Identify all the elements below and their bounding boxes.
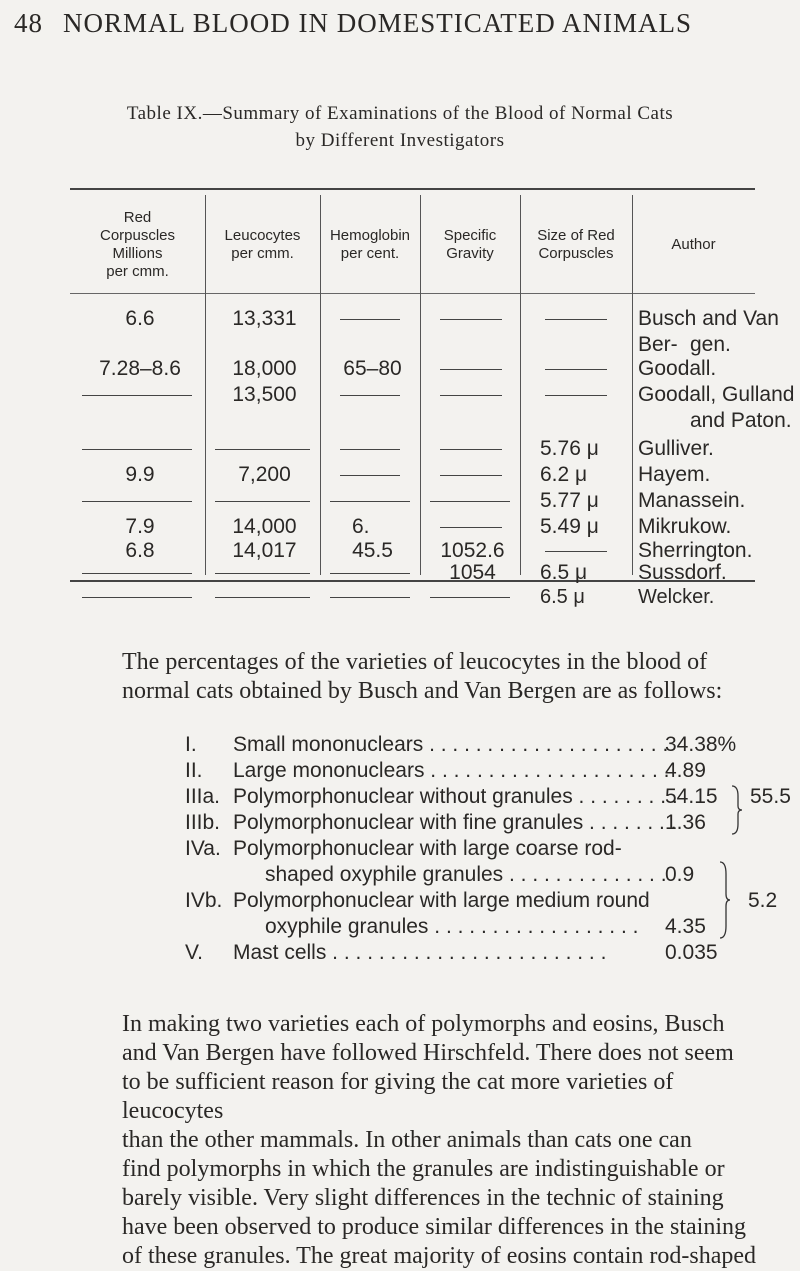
- list-label: Polymorphonuclear with large medium round: [233, 889, 650, 912]
- header-line: Corpuscles: [99, 227, 176, 244]
- list-label: Polymorphonuclear with large coarse rod-: [233, 837, 622, 860]
- paragraph-line: to be sufficient reason for giving the cat more varieties of leucocytes: [122, 1069, 674, 1124]
- list-number: IVb.: [185, 889, 223, 912]
- empty-dash: [545, 369, 607, 370]
- empty-dash: [215, 573, 310, 574]
- empty-dash: [440, 395, 502, 396]
- header-line: Corpuscles: [538, 245, 614, 262]
- empty-dash: [82, 501, 192, 502]
- empty-dash: [440, 319, 502, 320]
- paragraph-line: barely visible. Very slight differences in the technic of staining: [122, 1185, 724, 1211]
- cell-red: 7.9: [125, 515, 155, 538]
- empty-dash: [430, 501, 510, 502]
- empty-dash: [215, 597, 310, 598]
- cell-hemoglobin: 45.5: [352, 539, 393, 562]
- table-title-line-1: Table IX.—Summary of Examinations of the Blood of Normal Cats: [126, 103, 674, 124]
- cell-specific-gravity: 1052.6: [440, 539, 505, 562]
- list-number: II.: [185, 759, 203, 782]
- table-header-rule: [70, 293, 755, 294]
- list-value: 0.035: [665, 941, 718, 964]
- cell-size: 5.76 μ: [540, 437, 599, 460]
- cell-size: 6.5 μ: [540, 586, 585, 608]
- brace-eosins: [718, 860, 732, 940]
- header-line: Hemoglobin: [329, 227, 411, 244]
- column-header-hemoglobin: [320, 200, 420, 290]
- list-label: Polymorphonuclear with fine granules . . . . . . . .: [233, 811, 677, 834]
- header-line: Gravity: [446, 245, 494, 262]
- column-header-leucocytes: [205, 200, 320, 290]
- paragraph-line: In making two varieties each of polymorphs and eosins, Busch: [122, 1011, 725, 1037]
- header-line: Millions: [112, 245, 163, 262]
- empty-dash: [330, 597, 410, 598]
- table-top-rule: [70, 188, 755, 190]
- cell-hemoglobin: 65–80: [343, 357, 402, 380]
- cell-red: 7.28–8.6: [99, 357, 181, 380]
- cell-author: Gulliver.: [638, 437, 714, 460]
- cell-leucocytes: 13,331: [232, 307, 297, 330]
- list-label: Polymorphonuclear without granules . . . . . . . . .: [233, 785, 678, 808]
- empty-dash: [330, 501, 410, 502]
- table-title-line-2: by Different Investigators: [295, 130, 505, 151]
- cell-leucocytes: 7,200: [238, 463, 291, 486]
- empty-dash: [330, 573, 410, 574]
- cell-author-cont: and Paton.: [690, 409, 792, 432]
- group-total-eosins: 5.2: [748, 889, 778, 912]
- cell-author: Sherrington.: [638, 539, 753, 562]
- cell-specific-gravity: 1054: [449, 561, 496, 584]
- cell-author-cont: gen.: [690, 333, 731, 356]
- empty-dash: [430, 597, 510, 598]
- paragraph-line: The percentages of the varieties of leucocytes in the blood of: [122, 649, 708, 675]
- cell-size: 5.49 μ: [540, 515, 599, 538]
- cell-leucocytes: 14,000: [232, 515, 297, 538]
- header-line: Red: [123, 209, 152, 226]
- cell-leucocytes: 13,500: [232, 383, 297, 406]
- list-number: IIIb.: [185, 811, 221, 834]
- cell-leucocytes: 18,000: [232, 357, 297, 380]
- empty-dash: [340, 395, 400, 396]
- list-value: 4.35: [665, 915, 706, 938]
- paragraph-line: of these granules. The great majority of eosins contain rod-shaped: [122, 1243, 757, 1269]
- list-value: 0.9: [665, 863, 695, 886]
- empty-dash: [82, 573, 192, 574]
- cell-hemoglobin: 6.: [352, 515, 370, 538]
- list-label: shaped oxyphile granules . . . . . . . . . . . . . .: [265, 863, 667, 886]
- cell-size: 6.5 μ: [540, 561, 588, 584]
- cell-author: Goodall, Gulland: [638, 383, 795, 406]
- empty-dash: [545, 551, 607, 552]
- cell-author: Sussdorf.: [638, 561, 727, 584]
- running-header: [14, 8, 786, 39]
- paragraph-line: than the other mammals. In other animals than cats one can: [122, 1127, 692, 1153]
- empty-dash: [545, 319, 607, 320]
- empty-dash: [82, 597, 192, 598]
- list-value: 1.36: [665, 811, 706, 834]
- cell-red: 9.9: [125, 463, 155, 486]
- cell-author: Welcker.: [638, 586, 715, 608]
- intro-paragraph: [122, 648, 770, 706]
- list-value: 54.15: [665, 785, 718, 808]
- list-label: Mast cells . . . . . . . . . . . . . . . . . . . . . . . .: [233, 941, 607, 964]
- list-label: oxyphile granules . . . . . . . . . . . . . . . . . .: [265, 915, 639, 938]
- empty-dash: [440, 527, 502, 528]
- paragraph-line: and Van Bergen have followed Hirschfeld. There does not seem: [122, 1040, 734, 1066]
- empty-dash: [440, 475, 502, 476]
- empty-dash: [82, 395, 192, 396]
- cell-author: Mikrukow.: [638, 515, 732, 538]
- brace-polymorphs: [730, 784, 744, 836]
- paragraph-line: have been observed to produce similar differences in the staining: [122, 1214, 747, 1240]
- list-value: 34.38%: [665, 733, 737, 756]
- paragraph-line: normal cats obtained by Busch and Van Bergen are as follows:: [122, 678, 723, 704]
- cell-size: 6.2 μ: [540, 463, 588, 486]
- list-value: 4.89: [665, 759, 706, 782]
- header-line: Leucocytes: [224, 227, 301, 244]
- empty-dash: [340, 449, 400, 450]
- header-line: per cmm.: [106, 263, 169, 280]
- list-number: IVa.: [185, 837, 221, 860]
- empty-dash: [440, 449, 502, 450]
- cell-red: 6.8: [125, 539, 155, 562]
- list-number: V.: [185, 941, 203, 964]
- cell-size: 5.77 μ: [540, 489, 599, 512]
- empty-dash: [82, 449, 192, 450]
- list-label: Large mononuclears . . . . . . . . . . . . . . . . . . . . .: [233, 759, 670, 782]
- paragraph-line: find polymorphs in which the granules are indistinguishable or: [122, 1156, 725, 1182]
- empty-dash: [340, 475, 400, 476]
- cell-author: Goodall.: [638, 357, 717, 380]
- header-line: Size of Red: [537, 227, 615, 244]
- list-number: IIIa.: [185, 785, 221, 808]
- empty-dash: [340, 319, 400, 320]
- cell-red: 6.6: [125, 307, 155, 330]
- empty-dash: [215, 449, 310, 450]
- table-title: [0, 100, 800, 154]
- discussion-paragraph: [122, 1010, 772, 1271]
- cell-author: Busch and Van Ber-: [638, 307, 779, 356]
- column-header-specific-gravity: [420, 200, 520, 290]
- running-title: NORMAL BLOOD IN DOMESTICATED ANIMALS: [63, 8, 692, 38]
- column-header-author: [632, 200, 755, 290]
- header-line: Author: [671, 236, 716, 253]
- cell-author: Hayem.: [638, 463, 711, 486]
- empty-dash: [440, 369, 502, 370]
- page-number: 48: [14, 8, 43, 38]
- header-line: per cent.: [340, 245, 400, 262]
- empty-dash: [545, 395, 607, 396]
- cell-author: Manassein.: [638, 489, 746, 512]
- list-number: I.: [185, 733, 197, 756]
- group-total-polymorphs: 55.5: [750, 785, 791, 808]
- column-header-size: [520, 200, 632, 290]
- empty-dash: [215, 501, 310, 502]
- column-header-red-corpuscles: [70, 200, 205, 290]
- header-line: per cmm.: [231, 245, 294, 262]
- list-label: Small mononuclears . . . . . . . . . . . . . . . . . . . . .: [233, 733, 669, 756]
- cell-leucocytes: 14,017: [232, 539, 297, 562]
- header-line: Specific: [443, 227, 497, 244]
